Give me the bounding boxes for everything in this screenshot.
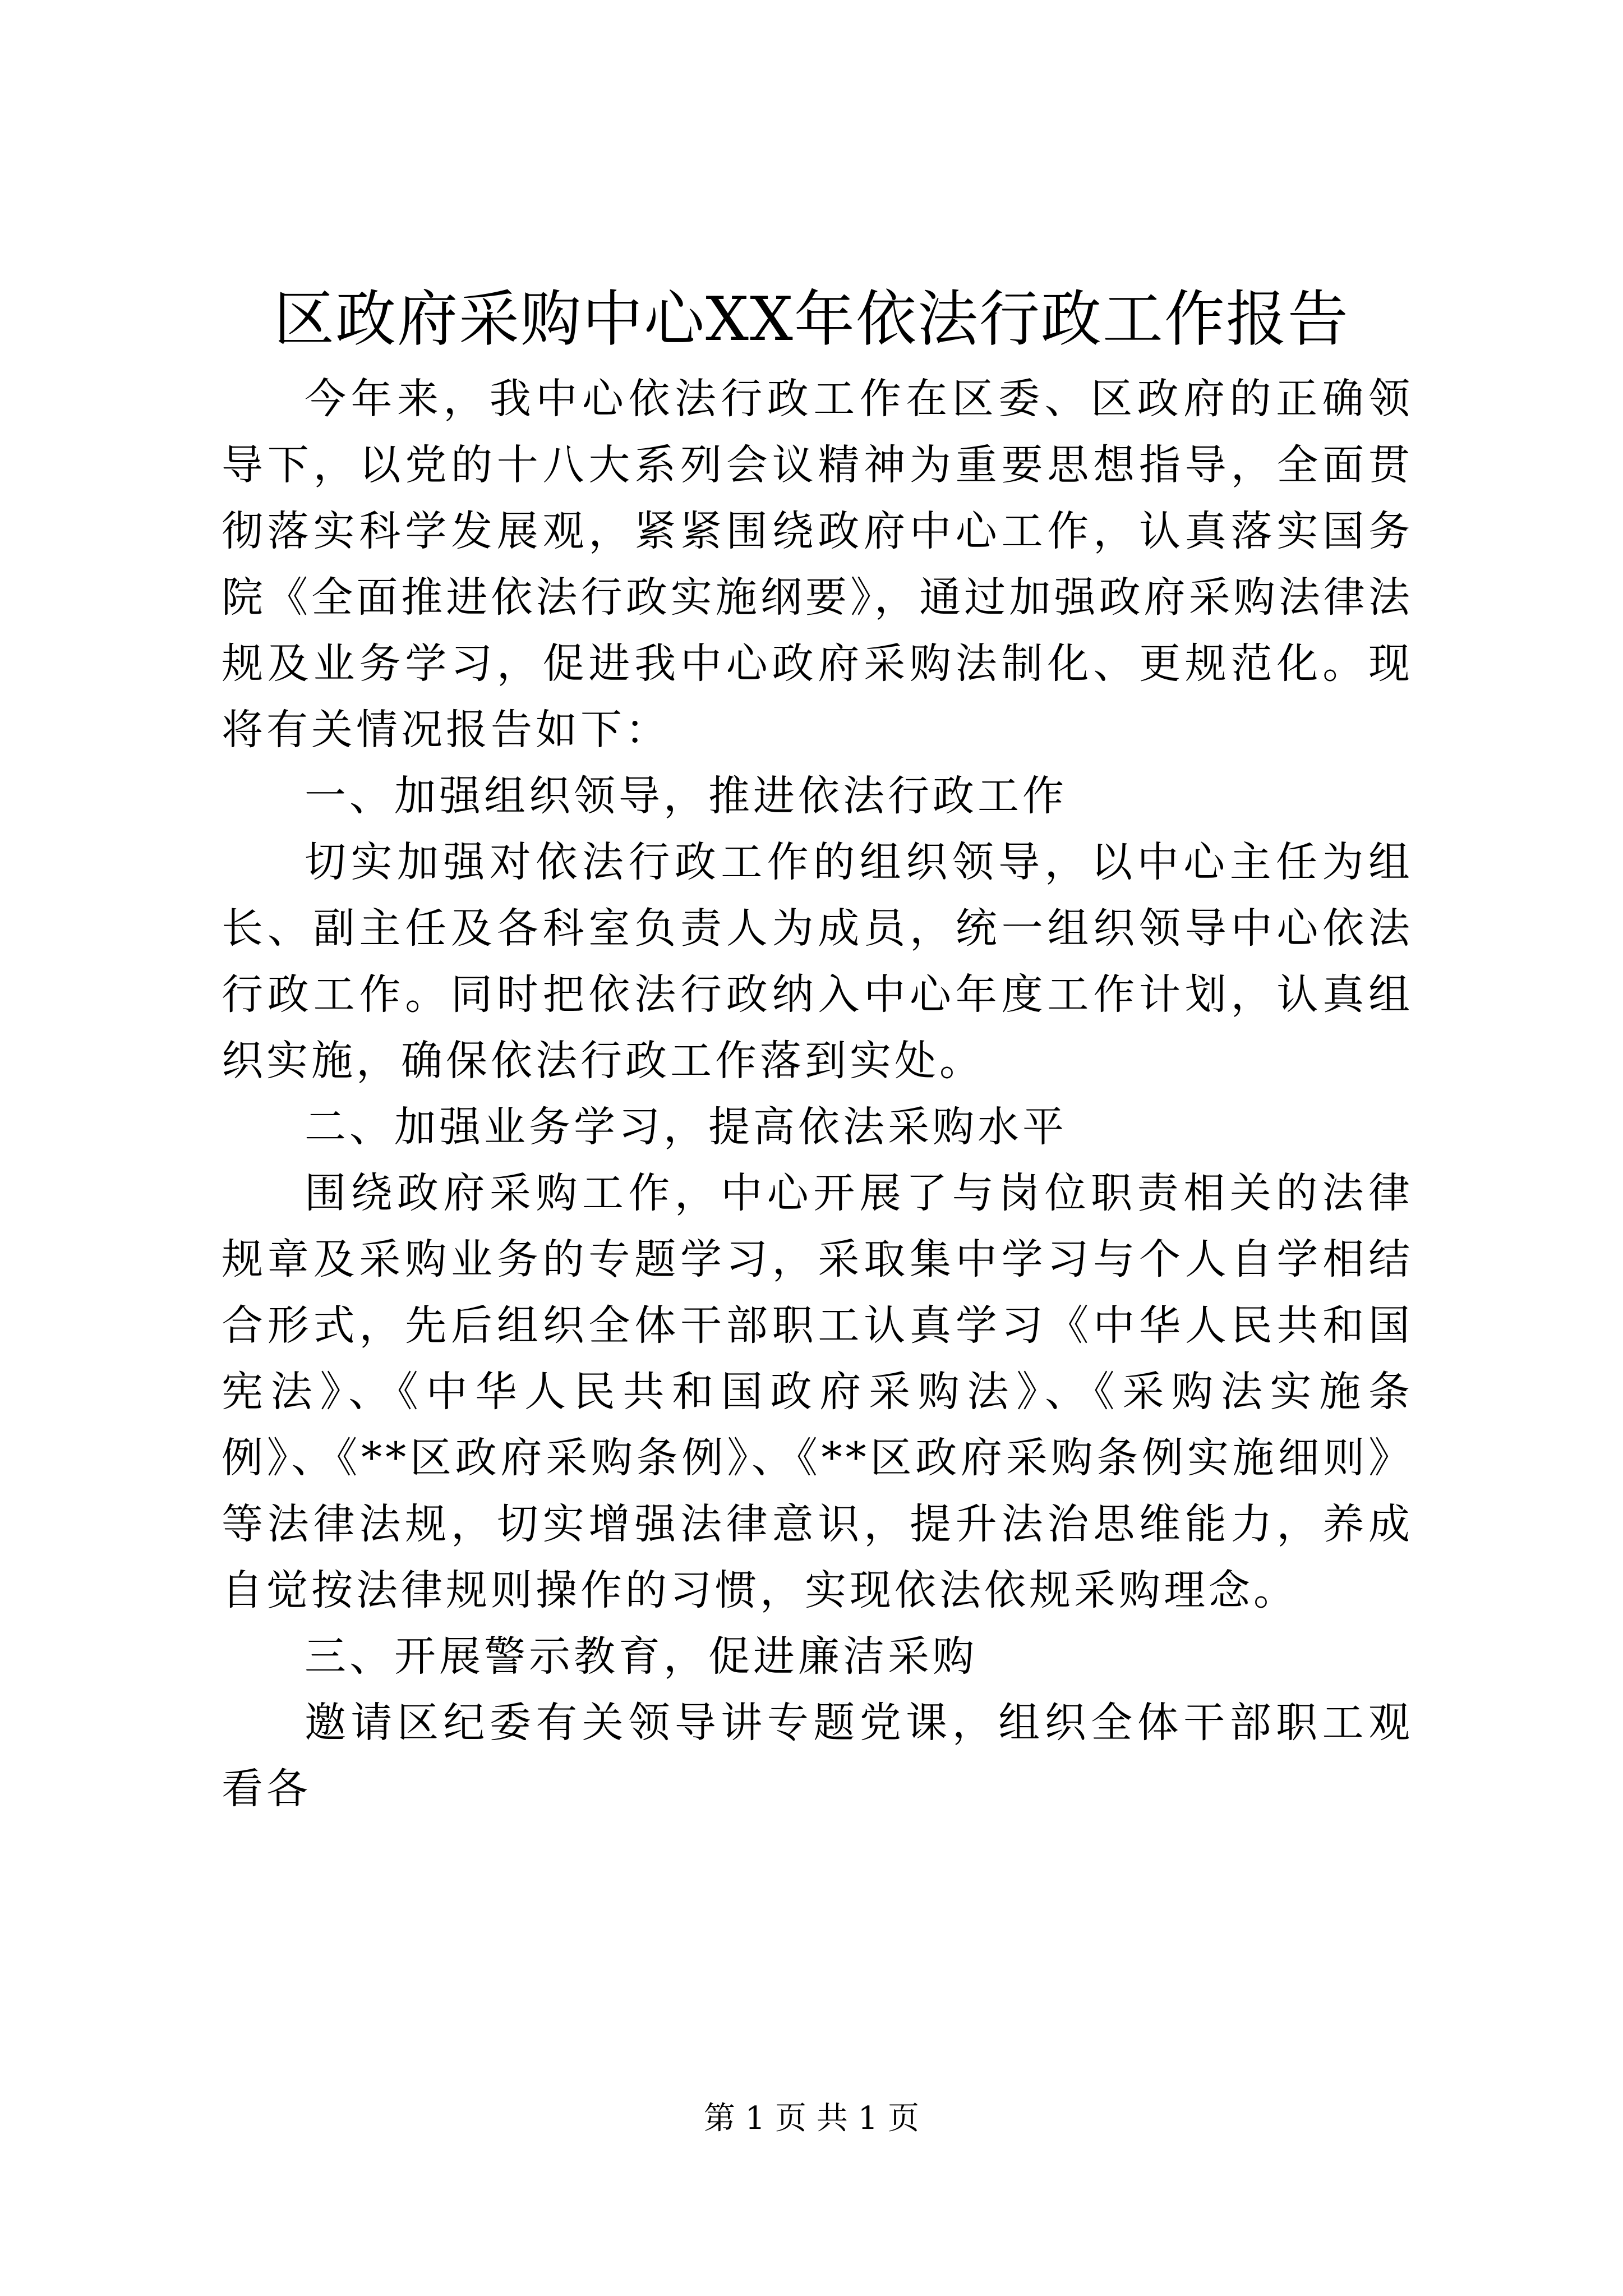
- paragraph-section-1: 切实加强对依法行政工作的组织领导，以中心主任为组长、副主任及各科室负责人为成员，统一组织领导中心依法行政工作。同时把依法行政纳入中心年度工作计划，认真组织实施，确保依法行政工作落到实处。: [222, 838, 1413, 1085]
- paragraph-section-3: 邀请区纪委有关领导讲专题党课，组织全体干部职工观看各: [222, 1699, 1413, 1813]
- paragraph-section-2: 围绕政府采购工作，中心开展了与岗位职责相关的法律规章及采购业务的专题学习，采取集中学习与个人自学相结合形式，先后组织全体干部职工认真学习《中华人民共和国宪法》、《中华人民共和国政府采购法》、《采购法实施条例》、《**区政府采购条例》、《**区政府采购条例实施细则》等法律法规，切实增强法律意识，提升法治思维能力，养成自觉按法律规则操作的习惯，实现依法依规采购理念。: [222, 1169, 1413, 1614]
- section-heading-2: 二、加强业务学习，提高依法采购水平: [305, 1103, 1067, 1151]
- document-title: 区政府采购中心XX年依法行政工作报告: [274, 284, 1349, 355]
- document-body: [222, 366, 1413, 1822]
- section-heading-3: 三、开展警示教育，促进廉洁采购: [305, 1632, 978, 1681]
- section-heading-1: 一、加强组织领导，推进依法行政工作: [305, 772, 1067, 820]
- page-footer: 第 1 页 共 1 页: [703, 2100, 920, 2137]
- paragraph-intro: 今年来，我中心依法行政工作在区委、区政府的正确领导下，以党的十八大系列会议精神为重要思想指导，全面贯彻落实科学发展观，紧紧围绕政府中心工作，认真落实国务院《全面推进依法行政实施纲要》，通过加强政府采购法律法规及业务学习，促进我中心政府采购法制化、更规范化。现将有关情况报告如下：: [222, 375, 1413, 754]
